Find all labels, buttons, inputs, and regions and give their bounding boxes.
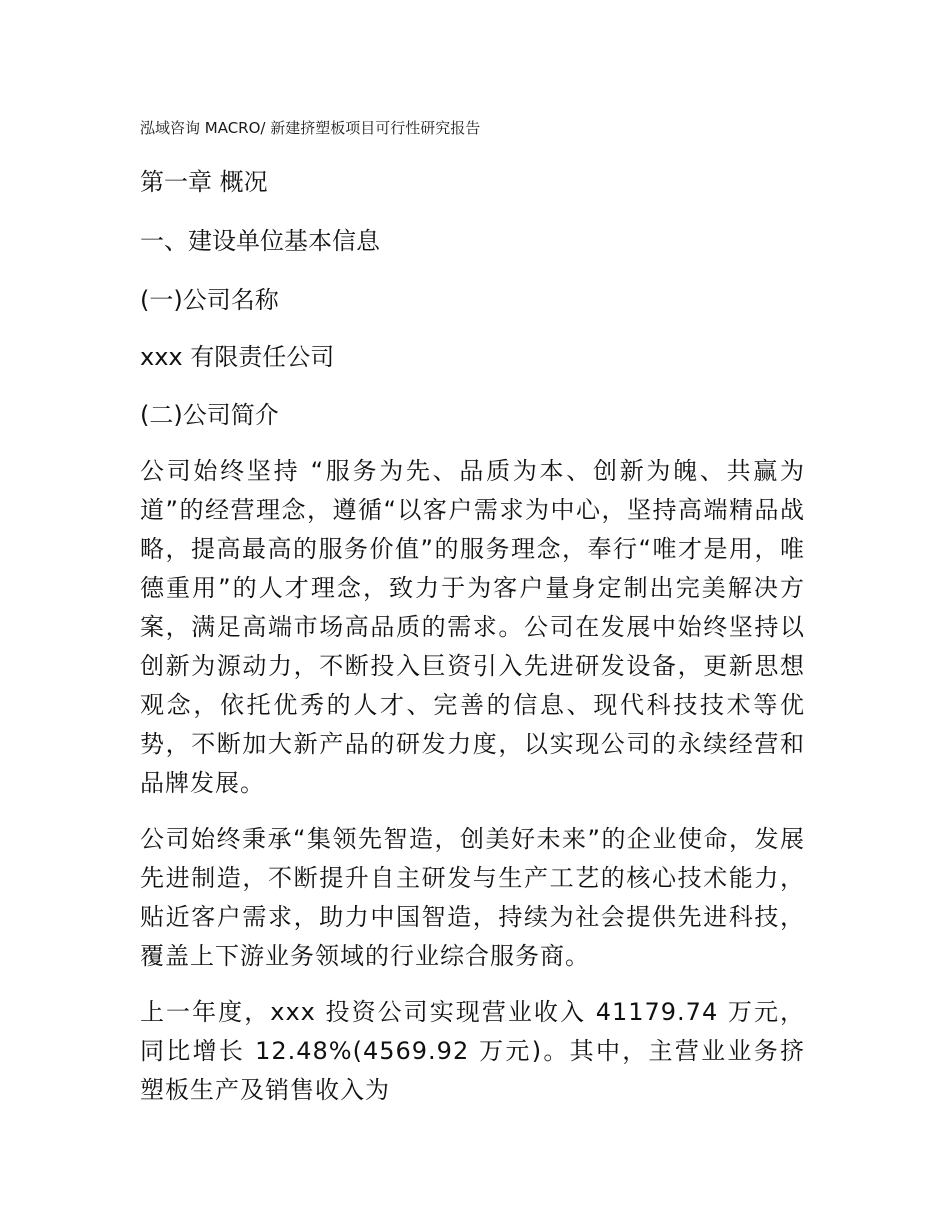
subsection-heading-company-profile: (二)公司简介: [140, 401, 279, 429]
chapter-title: 第一章 概况: [140, 168, 268, 196]
company-profile-paragraph: 公司始终坚持 “服务为先、品质为本、创新为魄、共赢为道”的经营理念，遵循“以客户需求为中心，坚持高端精品战略，提高最高的服务价值”的服务理念，奉行“唯才是用，唯德重用”的人才理念，致力于为客户量身定制出完美解决方案，满足高端市场高品质的需求。公司在发展中始终坚持以创新为源动力，不断投入巨资引入先进研发设备，更新思想观念，依托优秀的人才、完善的信息、现代科技技术等优势，不断加大新产品的研发力度，以实现公司的永续经营和品牌发展。: [140, 457, 805, 797]
revenue-paragraph: 上一年度，xxx 投资公司实现营业收入 41179.74 万元，同比增长 12.48%(4569.92 万元)。其中，主营业业务挤塑板生产及销售收入为: [140, 998, 805, 1104]
company-mission-paragraph: 公司始终秉承“集领先智造，创美好未来”的企业使命，发展先进制造，不断提升自主研发与生产工艺的核心技术能力，贴近客户需求，助力中国智造，持续为社会提供先进科技，覆盖上下游业务领域的行业综合服务商。: [140, 825, 805, 970]
section-heading: 一、建设单位基本信息: [140, 227, 380, 255]
subsection-heading-company-name: (一)公司名称: [140, 286, 279, 314]
company-name-text: xxx 有限责任公司: [140, 343, 335, 371]
page-header: 泓域咨询 MACRO/ 新建挤塑板项目可行性研究报告: [140, 119, 481, 137]
